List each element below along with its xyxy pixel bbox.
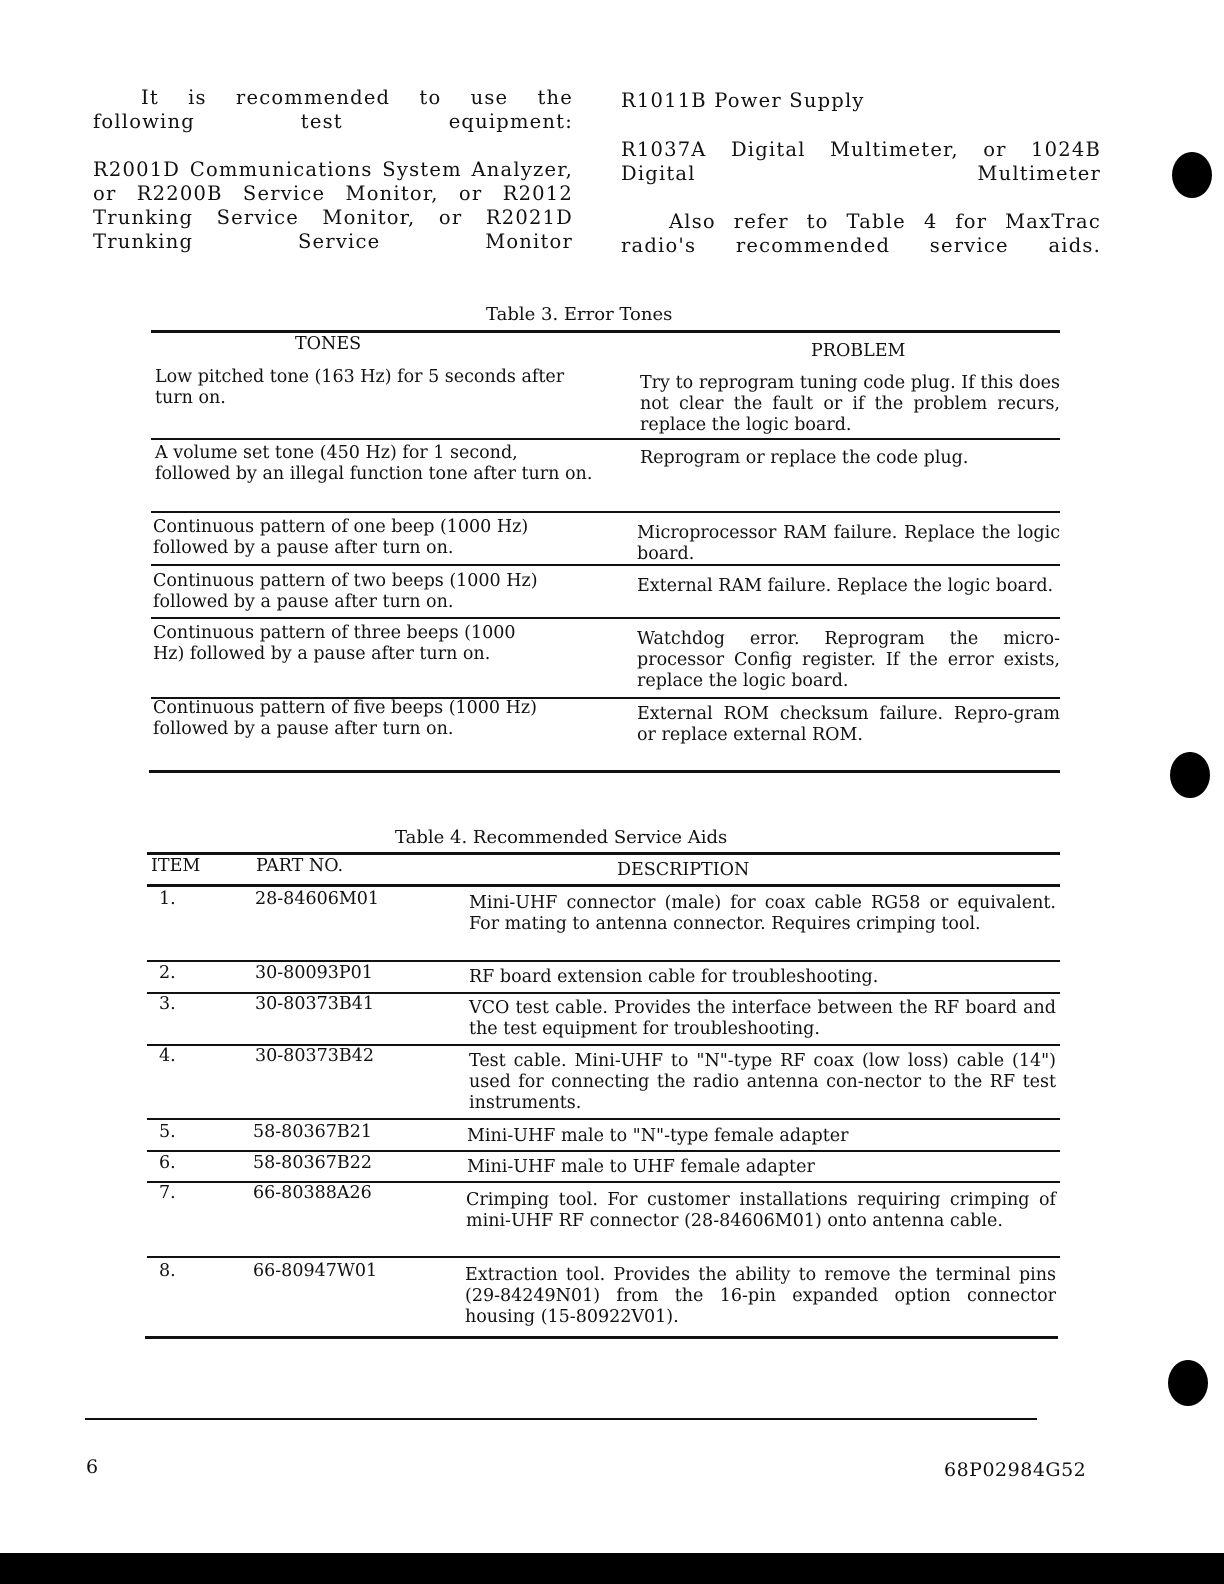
binder-hole xyxy=(1170,752,1210,798)
table4-header-item: ITEM xyxy=(151,856,201,876)
table3-problem-cell: External ROM checksum failure. Repro-gram or replace external ROM. xyxy=(637,704,1060,745)
equipment-list-paragraph: R2001D Communications System Analyzer, or R2200B Service Monitor, or R2012 Trunking Service Monitor, or R2021D Trunking Service Monitor xyxy=(93,158,573,253)
table3-row-divider xyxy=(151,617,1060,619)
table3-top-rule xyxy=(151,330,1060,333)
table3-problem-cell: Reprogram or replace the code plug. xyxy=(640,448,969,468)
table4-part-cell: 30-80373B42 xyxy=(255,1046,374,1066)
table3-tone-cell: Low pitched tone (163 Hz) for 5 seconds after turn on. xyxy=(155,367,565,408)
table4-part-cell: 66-80947W01 xyxy=(253,1261,378,1281)
intro-paragraph: It is recommended to use the following test equipment: xyxy=(93,86,573,133)
table4-part-cell: 30-80093P01 xyxy=(255,963,373,983)
table3-tone-cell: Continuous pattern of two beeps (1000 Hz) followed by a pause after turn on. xyxy=(153,571,538,612)
table4-description-cell: Extraction tool. Provides the ability to remove the terminal pins (29-84249N01) from the 16-pin expanded option connector housing (15-80922V01). xyxy=(465,1265,1056,1327)
table4-description-cell: Crimping tool. For customer installations requiring crimping of mini-UHF RF connector (28-84606M01) onto antenna cable. xyxy=(466,1190,1056,1231)
multimeter-paragraph: R1037A Digital Multimeter, or 1024B Digital Multimeter xyxy=(621,138,1101,185)
table4-row-divider xyxy=(147,960,1060,962)
table3-row-divider xyxy=(151,511,1060,513)
table4-item-cell: 5. xyxy=(159,1122,176,1142)
table4-header-rule xyxy=(147,884,1060,887)
table4-description-cell: Test cable. Mini-UHF to "N"-type RF coax (low loss) cable (14") used for connecting the radio antenna con-nector to the RF test instruments. xyxy=(469,1051,1056,1113)
footer-rule xyxy=(85,1418,1037,1420)
table4-item-cell: 2. xyxy=(159,963,176,983)
table3-header-problem: PROBLEM xyxy=(811,341,906,361)
table4-header-description: DESCRIPTION xyxy=(617,860,750,880)
table4-top-rule xyxy=(147,852,1060,855)
table3-problem-cell: Watchdog error. Reprogram the micro-processor Config register. If the error exists, replace the logic board. xyxy=(637,629,1060,691)
binder-hole xyxy=(1168,1360,1208,1406)
scan-edge-bar xyxy=(0,1553,1224,1584)
table4-part-cell: 58-80367B21 xyxy=(253,1122,372,1142)
table3-row-divider xyxy=(151,564,1060,566)
table3-caption: Table 3. Error Tones xyxy=(486,304,673,325)
table3-tone-cell: Continuous pattern of three beeps (1000 Hz) followed by a pause after turn on. xyxy=(153,623,516,664)
table4-item-cell: 4. xyxy=(159,1046,176,1066)
table4-description-cell: Mini-UHF male to UHF female adapter xyxy=(467,1157,815,1177)
table4-row-divider xyxy=(147,1256,1060,1258)
table4-description-cell: Mini-UHF male to "N"-type female adapter xyxy=(467,1126,849,1146)
table4-part-cell: 28-84606M01 xyxy=(255,889,380,909)
table4-row-divider xyxy=(147,1150,1060,1152)
table4-part-cell: 30-80373B41 xyxy=(255,994,374,1014)
table4-item-cell: 7. xyxy=(159,1183,176,1203)
table4-part-cell: 58-80367B22 xyxy=(253,1153,372,1173)
binder-hole xyxy=(1172,152,1212,198)
table3-bottom-rule xyxy=(149,770,1060,773)
table4-bottom-rule xyxy=(145,1336,1058,1339)
table4-item-cell: 8. xyxy=(159,1261,176,1281)
table4-item-cell: 6. xyxy=(159,1153,176,1173)
table4-row-divider xyxy=(147,1118,1060,1120)
table3-row-divider xyxy=(151,438,1060,440)
table4-item-cell: 1. xyxy=(159,889,176,909)
power-supply-line: R1011B Power Supply xyxy=(621,89,865,112)
table3-header-tones: TONES xyxy=(295,334,362,354)
table4-description-cell: VCO test cable. Provides the interface between the RF board and the test equipment for troubleshooting. xyxy=(469,998,1056,1039)
table3-tone-cell: Continuous pattern of five beeps (1000 Hz) followed by a pause after turn on. xyxy=(153,698,537,739)
table3-tone-cell: Continuous pattern of one beep (1000 Hz) followed by a pause after turn on. xyxy=(153,517,529,558)
table4-description-cell: RF board extension cable for troubleshooting. xyxy=(469,967,879,987)
table3-problem-cell: Try to reprogram tuning code plug. If this does not clear the fault or if the problem recurs, replace the logic board. xyxy=(640,373,1060,435)
table4-description-cell: Mini-UHF connector (male) for coax cable RG58 or equivalent. For mating to antenna connector. Requires crimping tool. xyxy=(469,893,1056,934)
table4-header-part: PART NO. xyxy=(256,856,344,876)
page-number: 6 xyxy=(86,1456,99,1478)
document-number: 68P02984G52 xyxy=(944,1459,1087,1481)
service-aids-reference: Also refer to Table 4 for MaxTrac radio's recommended service aids. xyxy=(621,210,1101,257)
table4-caption: Table 4. Recommended Service Aids xyxy=(395,827,728,848)
table3-tone-cell: A volume set tone (450 Hz) for 1 second, followed by an illegal function tone after turn on. xyxy=(155,443,593,484)
table4-part-cell: 66-80388A26 xyxy=(253,1183,372,1203)
table3-problem-cell: External RAM failure. Replace the logic board. xyxy=(637,576,1054,596)
table4-item-cell: 3. xyxy=(159,994,176,1014)
table3-problem-cell: Microprocessor RAM failure. Replace the logic board. xyxy=(637,523,1060,564)
